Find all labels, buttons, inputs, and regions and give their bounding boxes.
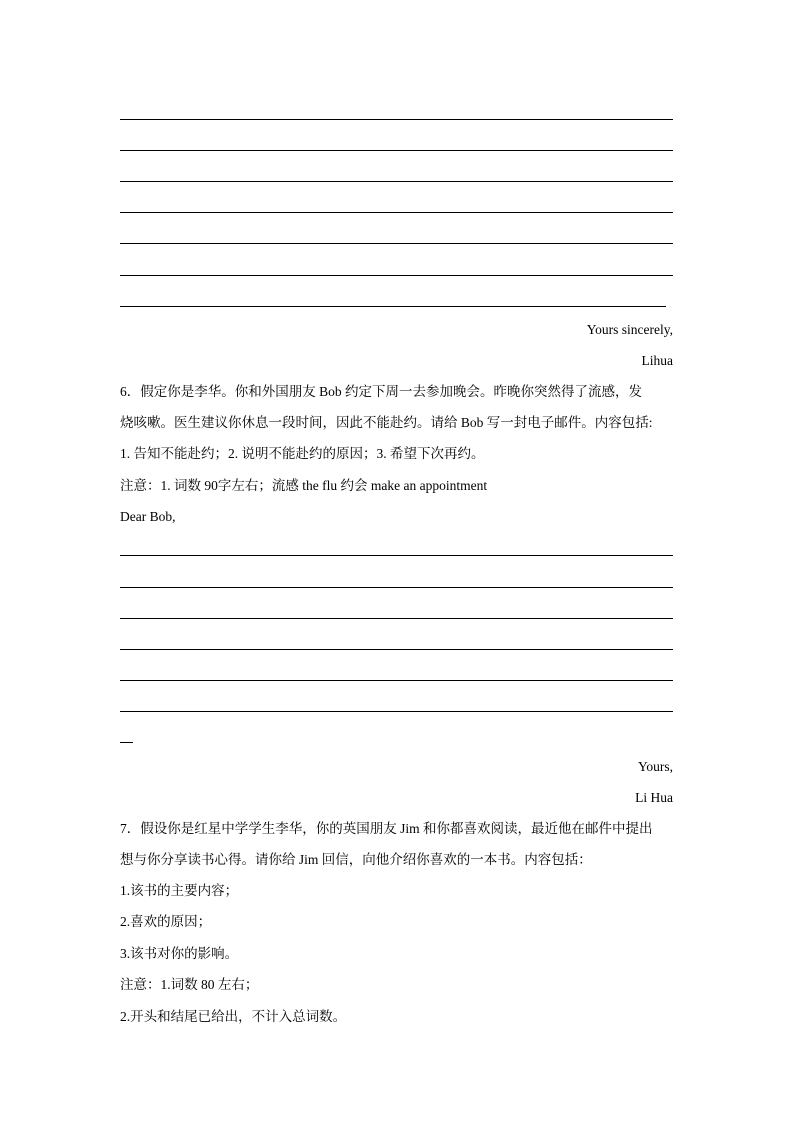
answer-line	[120, 555, 673, 556]
answer-line	[120, 181, 673, 182]
q6-prompt-line-2: 烧咳嗽。医生建议你休息一段时间，因此不能赴约。请给 Bob 写一封电子邮件。内容包括:	[120, 415, 653, 430]
answer-line	[120, 275, 673, 276]
q6-prompt-line-1: 6．假定你是李华。你和外国朋友 Bob 约定下周一去参加晚会。昨晚你突然得了流感，发	[120, 384, 643, 399]
q6-note: 注意：1. 词数 90字左右；流感 the flu 约会 make an appointment	[120, 478, 488, 493]
letter-signature: Lihua	[641, 353, 673, 368]
q6-prompt-line-3: 1. 告知不能赴约；2. 说明不能赴约的原因；3. 希望下次再约。	[120, 446, 485, 461]
q7-note-2: 2.开头和结尾已给出，不计入总词数。	[120, 1009, 347, 1024]
q7-prompt-line-2: 想与你分享读书心得。请你给 Jim 回信，向他介绍你喜欢的一本书。内容包括：	[120, 852, 592, 867]
answer-line	[120, 618, 673, 619]
q6-closing: Yours,	[637, 759, 673, 774]
answer-line	[120, 680, 673, 681]
letter-closing: Yours sincerely,	[586, 322, 673, 337]
answer-line	[120, 587, 673, 588]
answer-line	[120, 711, 673, 712]
short-dash-line	[120, 742, 133, 743]
answer-line	[120, 243, 673, 244]
q6-salutation: Dear Bob,	[120, 509, 176, 524]
q7-prompt-line-1: 7．假设你是红星中学学生李华，你的英国朋友 Jim 和你都喜欢阅读，最近他在邮件中提出	[120, 821, 653, 836]
q7-note-1: 注意：1.词数 80 左右；	[120, 977, 259, 992]
q7-item-3: 3.该书对你的影响。	[120, 946, 239, 961]
answer-line	[120, 306, 666, 307]
q7-item-1: 1.该书的主要内容；	[120, 883, 239, 898]
q7-item-2: 2.喜欢的原因；	[120, 914, 212, 929]
answer-line	[120, 212, 673, 213]
answer-line	[120, 119, 673, 120]
answer-line	[120, 150, 673, 151]
q6-signature: Li Hua	[635, 790, 673, 805]
answer-line	[120, 649, 673, 650]
